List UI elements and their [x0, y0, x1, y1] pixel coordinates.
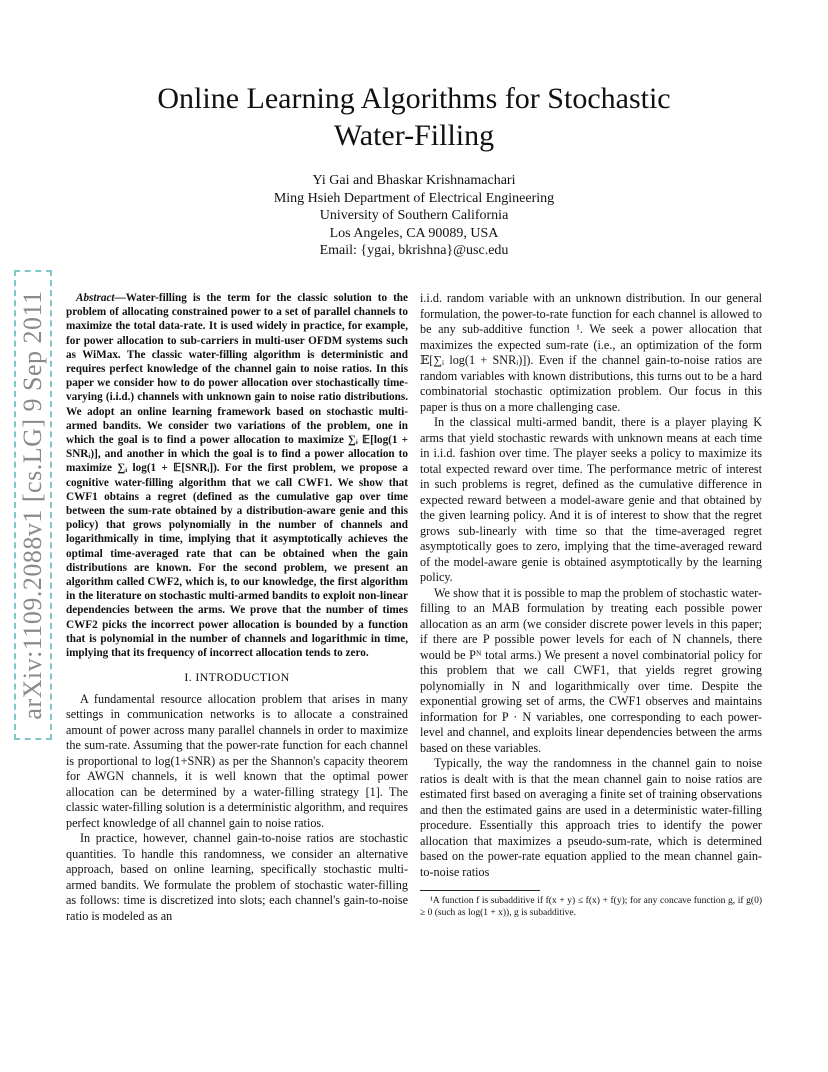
intro-paragraph-4: In the classical multi-armed bandit, there is a player playing K arms that yield stochastic rewards with unknown means at each time in i.i.d. fashion over time. The player seeks a policy to maximize its total expected reward over time. The performance metric of interest in such problems is regret, defined as the cumulative difference in expected reward between a model-aware genie and that obtained by the given learning policy. And it is of interest to show that the regret grows sub-linearly with time so that the time-averaged regret asymptotically goes to zero, implying that the time-averaged reward of the model-aware genie is obtained asymptotically by the learning policy. — [420, 415, 762, 584]
author-block — [180, 172, 648, 260]
paper-title — [80, 80, 748, 154]
author-names: Yi Gai and Bhaskar Krishnamachari — [312, 173, 516, 188]
intro-paragraph-3: i.i.d. random variable with an unknown distribution. In our general formulation, the power-to-rate function for each channel is allowed to be any sub-additive function ¹. We seek a power allocation that maximizes the expected sum-rate (i.e., an optimization of the form 𝔼[∑ᵢ log(1 + SNRᵢ)]). Even if the channel gain-to-noise ratios are random variables with known distributions, this turns out to be a hard combinatorial stochastic optimization problem. Our focus in this paper is thus on a more challenging case. — [420, 291, 762, 414]
title-line-2: Water-Filling — [333, 119, 495, 152]
intro-paragraph-2: In practice, however, channel gain-to-noise ratios are stochastic quantities. To handle this randomness, we consider an alternative approach, based on online learning, specifically stochastic multi-armed bandits. We formulate the problem of stochastic water-filling as follows: time is discretized into slots; each channel's gain-to-noise ratio is modeled as an — [66, 831, 408, 923]
abstract-text: —Water-filling is the term for the classic solution to the problem of allocating constrained power to a set of parallel channels to maximize the total data-rate. It is used widely in practice, for example, for power allocation to sub-carriers in multi-user OFDM systems such as WiMax. The classic water-filling algorithm is deterministic and requires perfect knowledge of the channel gain to noise ratios. In this paper we consider how to do power allocation over stochastically time-varying (i.i.d.) channels with unknown gain to noise ratio distributions. We adopt an online learning framework based on stochastic multi-armed bandits. We consider two variations of the problem, one in which the goal is to find a power allocation to maximize ∑ᵢ 𝔼[log(1 + SNRᵢ)], and another in which the goal is to find a power allocation to maximize ∑ᵢ log(1 + 𝔼[SNRᵢ]). For the first problem, we propose a cognitive water-filling algorithm that we call CWF1. We show that CWF1 obtains a regret (defined as the cumulative gap over time between the sum-rate obtained by a distribution-aware genie and this policy) that grows polynomially in the number of channels and logarithmically in time, implying that it asymptotically achieves the optimal time-averaged rate that can be obtained when the gain distributions are known. For the second problem, we present an algorithm called CWF2, which is, to our knowledge, the first algorithm in the literature on stochastic multi-armed bandits to exploit non-linear dependencies between the arms. We prove that the number of times CWF2 picks the incorrect power allocation is bounded by a function that is polynomial in the number of channels and logarithmic in time, implying that its frequency of incorrect allocation tends to zero. — [66, 292, 408, 660]
left-column — [66, 291, 408, 924]
affiliation-university: University of Southern California — [319, 208, 509, 223]
intro-paragraph-5: We show that it is possible to map the problem of stochastic water-filling to an MAB formulation by treating each possible power allocation as an arm (we consider discrete power levels in this paper; if there are P possible power levels for each of N channels, there would be Pᴺ total arms.) We present a novel combinatorial policy for this problem that we call CWF1, that yields regret growing polynomially in N and logarithmically over time. Despite the exponential growing set of arms, the CWF1 observes and maintains information for P · N variables, one corresponding to each power-level and channel, and exploits linear dependencies between the arms based on these variables. — [420, 585, 762, 755]
section-heading-introduction: I. INTRODUCTION — [184, 670, 290, 685]
right-column — [420, 291, 762, 919]
intro-paragraph-6: Typically, the way the randomness in the channel gain to noise ratios is dealt with is that the mean channel gain to noise ratios are estimated first based on averaging a finite set of training observations and then the estimated gains are used in a deterministic water-filling procedure. Essentially this approach tries to identify the power allocation that maximizes a pseudo-sum-rate, which is determined based on the power-rate equation applied to the mean channel gain-to-noise ratios — [420, 756, 762, 879]
author-email: Email: {ygai, bkrishna}@usc.edu — [319, 243, 509, 258]
footnote-1: ¹A function f is subadditive if f(x + y) ≤ f(x) + f(y); for any concave function g, if g(0) ≥ 0 (such as log(1 + x)), g is subadditive. — [420, 896, 762, 918]
title-line-1: Online Learning Algorithms for Stochastic — [157, 82, 671, 115]
affiliation-department: Ming Hsieh Department of Electrical Engineering — [273, 190, 555, 206]
abstract — [66, 291, 408, 660]
abstract-lead: Abstract — [76, 292, 115, 304]
intro-paragraph-1: A fundamental resource allocation problem that arises in many settings in communication networks is to allocate a constrained amount of power across many parallel channels in order to maximize the sum-rate. Assuming that the power-rate function for each channel is proportional to log(1+SNR) as per the Shannon's capacity theorem for AWGN channels, it is well known that the optimal power allocation can be determined by a water-filling strategy [1]. The classic water-filling solution is a deterministic algorithm, and requires perfect knowledge of all channel gain to noise ratios. — [66, 691, 408, 830]
footnote-separator — [420, 890, 540, 891]
affiliation-address: Los Angeles, CA 90089, USA — [329, 225, 499, 241]
arxiv-stamp: arXiv:1109.2088v1 [cs.LG] 9 Sep 2011 — [14, 270, 52, 740]
